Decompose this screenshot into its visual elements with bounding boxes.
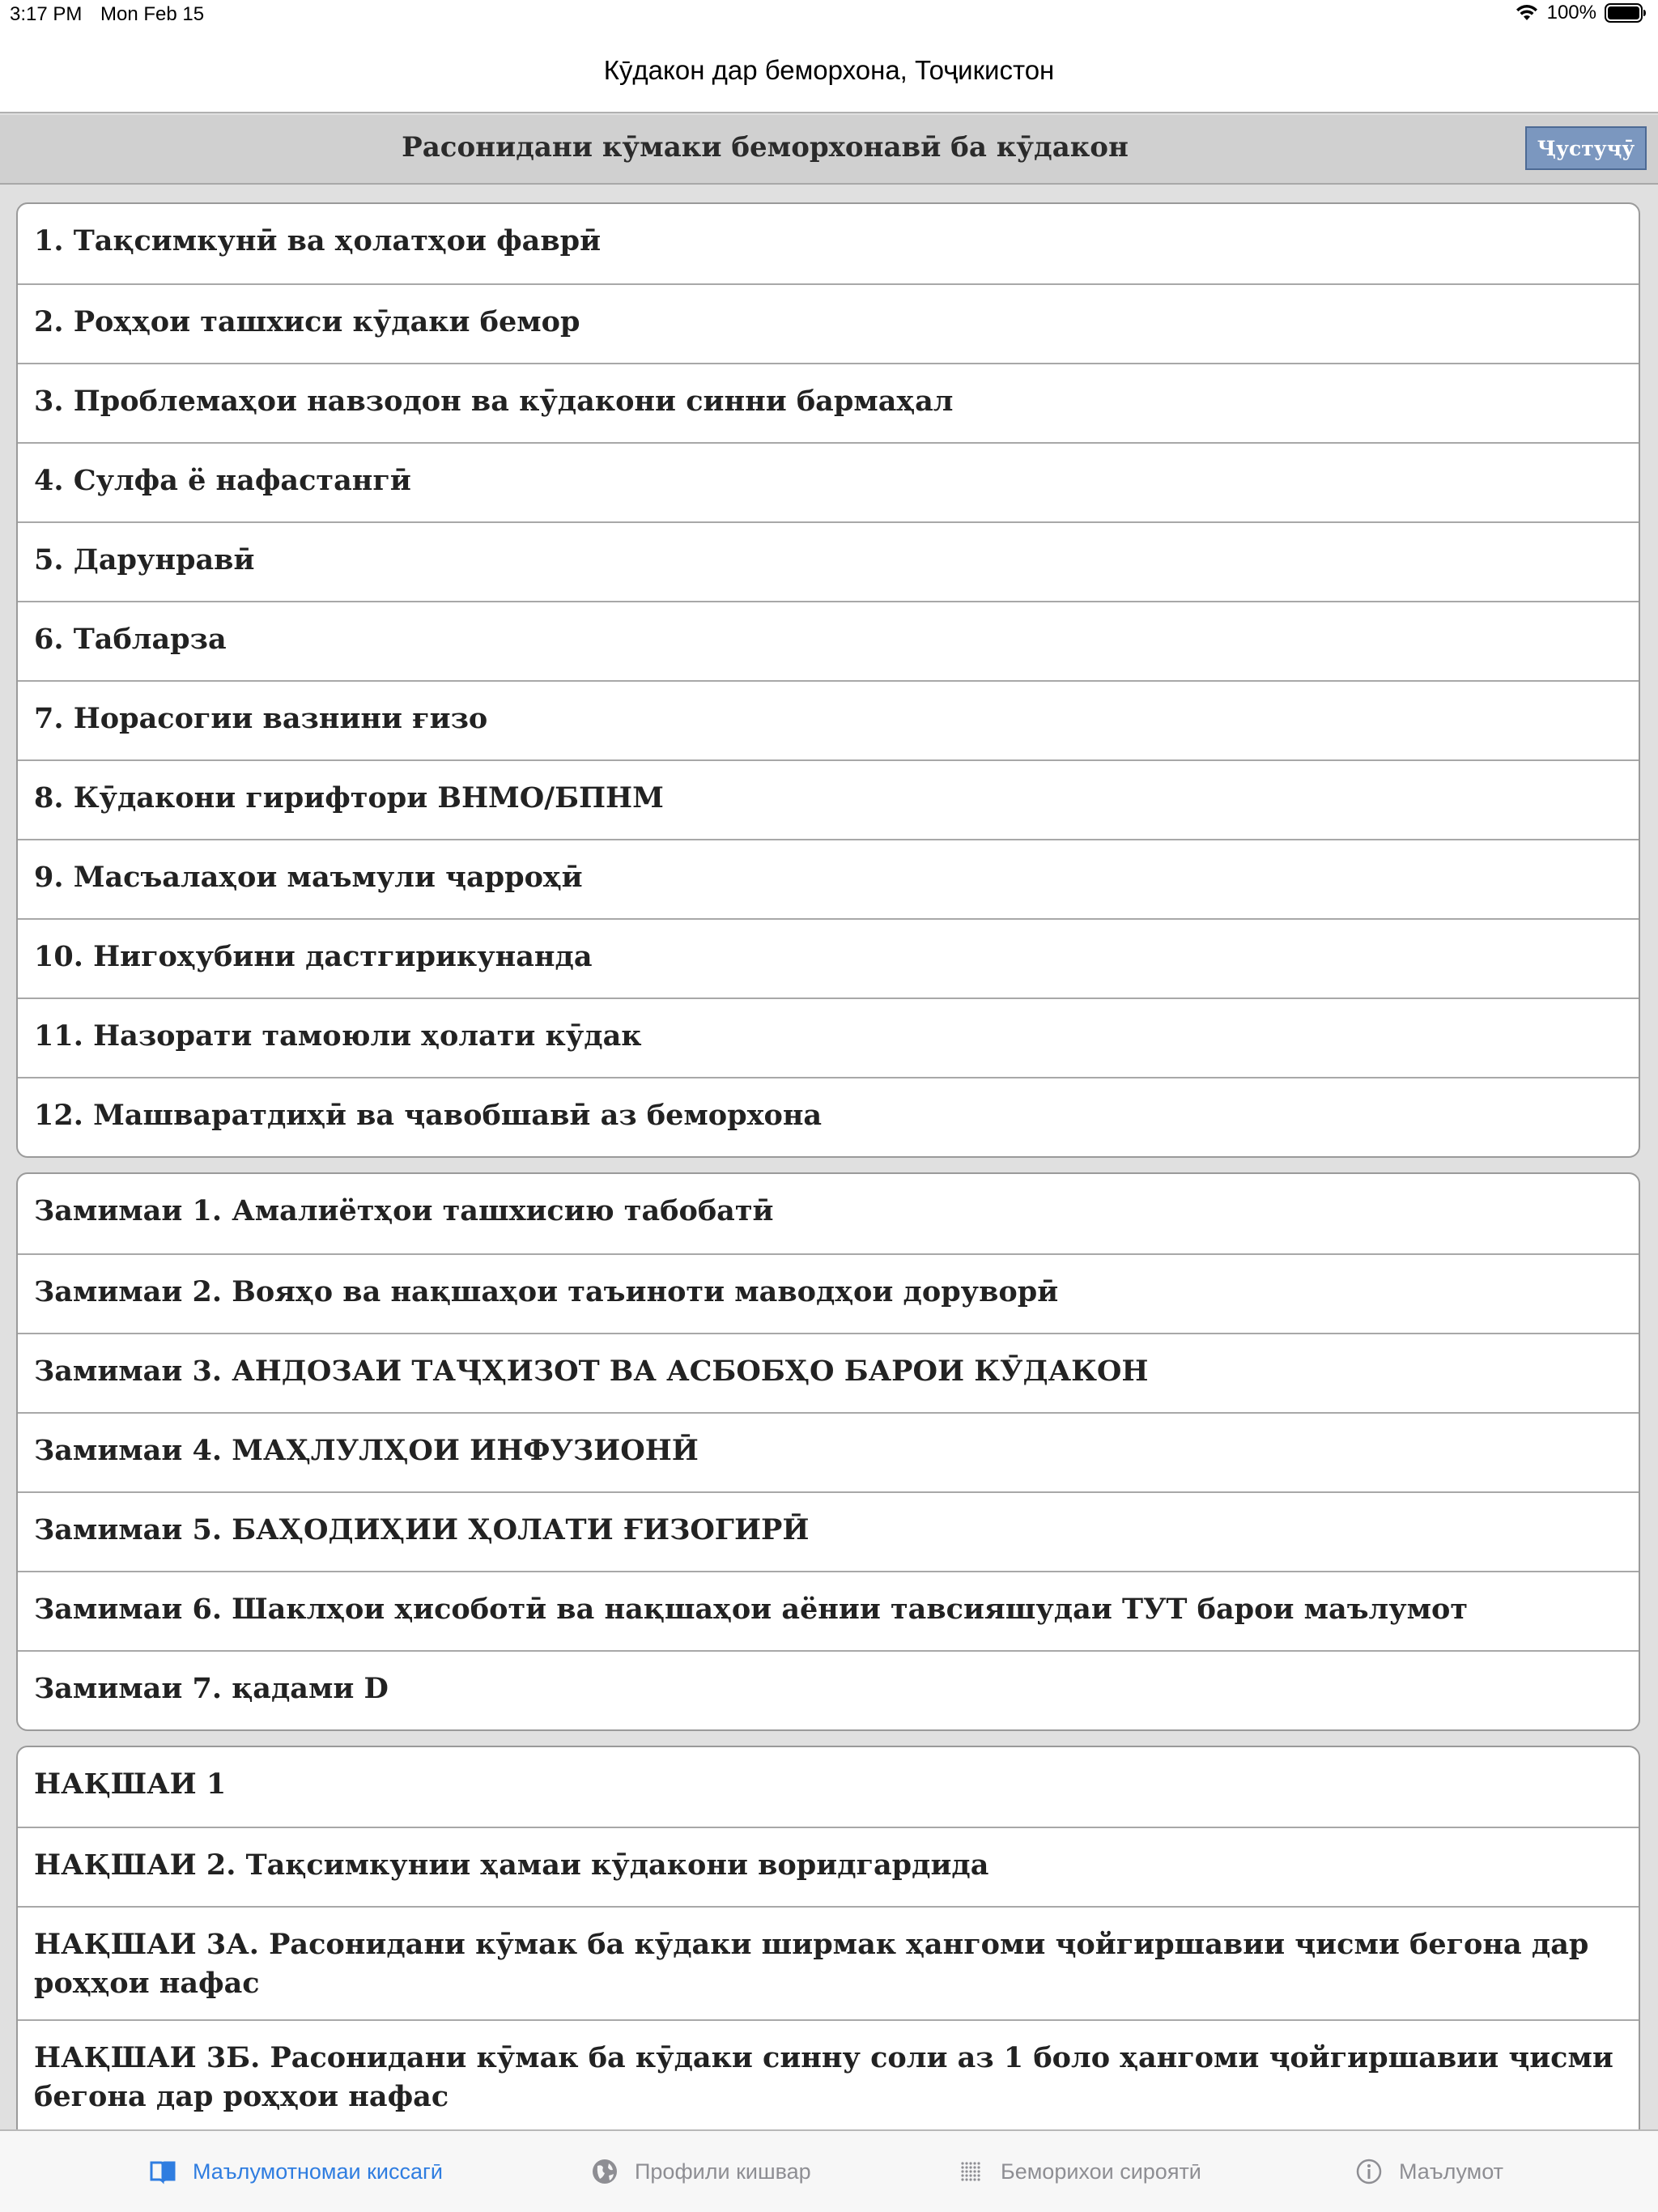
book-icon: [147, 2156, 178, 2187]
app-title: Кӯдакон дар беморхона, Тоҷикистон: [603, 55, 1055, 85]
list-item[interactable]: 6. Табларза: [18, 601, 1639, 680]
tab-label: Беморихои сироятӣ: [1001, 2159, 1201, 2184]
list-item[interactable]: 12. Машваратдиҳӣ ва ҷавобшавӣ аз беморхона: [18, 1077, 1639, 1156]
list-item[interactable]: 5. Дарунравӣ: [18, 521, 1639, 601]
list-item[interactable]: Замимаи 4. МАҲЛУЛҲОИ ИНФУЗИОНӢ: [18, 1412, 1639, 1491]
grid-dots-icon: [955, 2156, 986, 2187]
list-item[interactable]: 10. Нигоҳубини дастгирикунанда: [18, 918, 1639, 998]
status-indicators: [1515, 2, 1647, 24]
list-item[interactable]: Замимаи 3. АНДОЗАИ ТАҶҲИЗОТ ВА АСБОБҲО БАРОИ КӮДАКОН: [18, 1333, 1639, 1412]
list-item[interactable]: 7. Норасогии вазнини ғизо: [18, 680, 1639, 759]
list-item[interactable]: НАҚШАИ 3А. Расонидани кӯмак ба кӯдаки ширмак ҳангоми ҷойгиршавии ҷисми бегона дар роҳҳои нафас: [18, 1906, 1639, 2019]
list-item[interactable]: Замимаи 7. қадами D: [18, 1650, 1639, 1729]
tab-book[interactable]: [147, 2155, 443, 2188]
navigation-bar: [0, 32, 1658, 113]
status-date: Mon Feb 15: [100, 3, 205, 25]
list-section: [16, 1746, 1640, 2129]
list-item[interactable]: Замимаи 6. Шаклҳои ҳисоботӣ ва нақшаҳои аёнии тавсияшудаи ТУТ барои маълумот: [18, 1571, 1639, 1650]
info-icon: [1354, 2156, 1384, 2187]
list-item[interactable]: 3. Проблемаҳои навзодон ва кӯдакони синни бармаҳал: [18, 363, 1639, 442]
battery-icon: [1605, 2, 1647, 23]
chapter-list[interactable]: [16, 202, 1640, 2129]
list-item[interactable]: 2. Роҳҳои ташхиси кӯдаки бемор: [18, 283, 1639, 363]
list-item[interactable]: 8. Кӯдакони гирифтори ВНМО/БПНМ: [18, 759, 1639, 839]
tab-label: Маълумотномаи киссагӣ: [193, 2159, 443, 2184]
list-item[interactable]: Замимаи 2. Вояҳо ва нақшаҳои таъиноти маводҳои доруворӣ: [18, 1253, 1639, 1333]
status-bar: [0, 0, 1658, 32]
battery-percent: 100%: [1546, 2, 1596, 23]
list-item[interactable]: НАҚШАИ 3Б. Расонидани кӯмак ба кӯдаки синну соли аз 1 боло ҳангоми ҷойгиршавии ҷисми бегона дар роҳҳои нафас: [18, 2019, 1639, 2129]
globe-icon: [589, 2156, 620, 2187]
list-item[interactable]: 4. Сулфа ё нафастангӣ: [18, 442, 1639, 521]
wifi-icon: [1515, 3, 1539, 23]
tab-grid-dots[interactable]: [955, 2155, 1201, 2188]
tab-label: Маълумот: [1399, 2159, 1503, 2184]
status-time: 3:17 PM: [10, 3, 83, 25]
tab-bar: [0, 2129, 1658, 2212]
tab-info[interactable]: [1354, 2155, 1503, 2188]
search-button[interactable]: Ҷустуҷӯ: [1525, 126, 1647, 170]
list-item[interactable]: 11. Назорати тамоюли ҳолати кӯдак: [18, 998, 1639, 1077]
tab-label: Профили кишвар: [635, 2159, 811, 2184]
list-item[interactable]: Замимаи 1. Амалиётҳои ташхисию табобатӣ: [34, 1194, 774, 1227]
tab-globe[interactable]: [589, 2155, 811, 2188]
list-item[interactable]: НАҚШАИ 2. Тақсимкунии ҳамаи кӯдакони воридгардида: [18, 1827, 1639, 1906]
list-section: [16, 202, 1640, 1158]
list-section: [16, 1172, 1640, 1731]
page-header: [0, 115, 1658, 185]
page-title: Расонидани кӯмаки беморхонавӣ ба кӯдакон: [402, 131, 1129, 164]
list-item[interactable]: Замимаи 5. БАҲОДИҲИИ ҲОЛАТИ ҒИЗОГИРӢ: [18, 1491, 1639, 1571]
list-item[interactable]: НАҚШАИ 1: [34, 1767, 227, 1801]
list-item[interactable]: 1. Тақсимкунӣ ва ҳолатҳои фаврӣ: [34, 224, 602, 257]
list-item[interactable]: 9. Масъалаҳои маъмули ҷарроҳӣ: [18, 839, 1639, 918]
